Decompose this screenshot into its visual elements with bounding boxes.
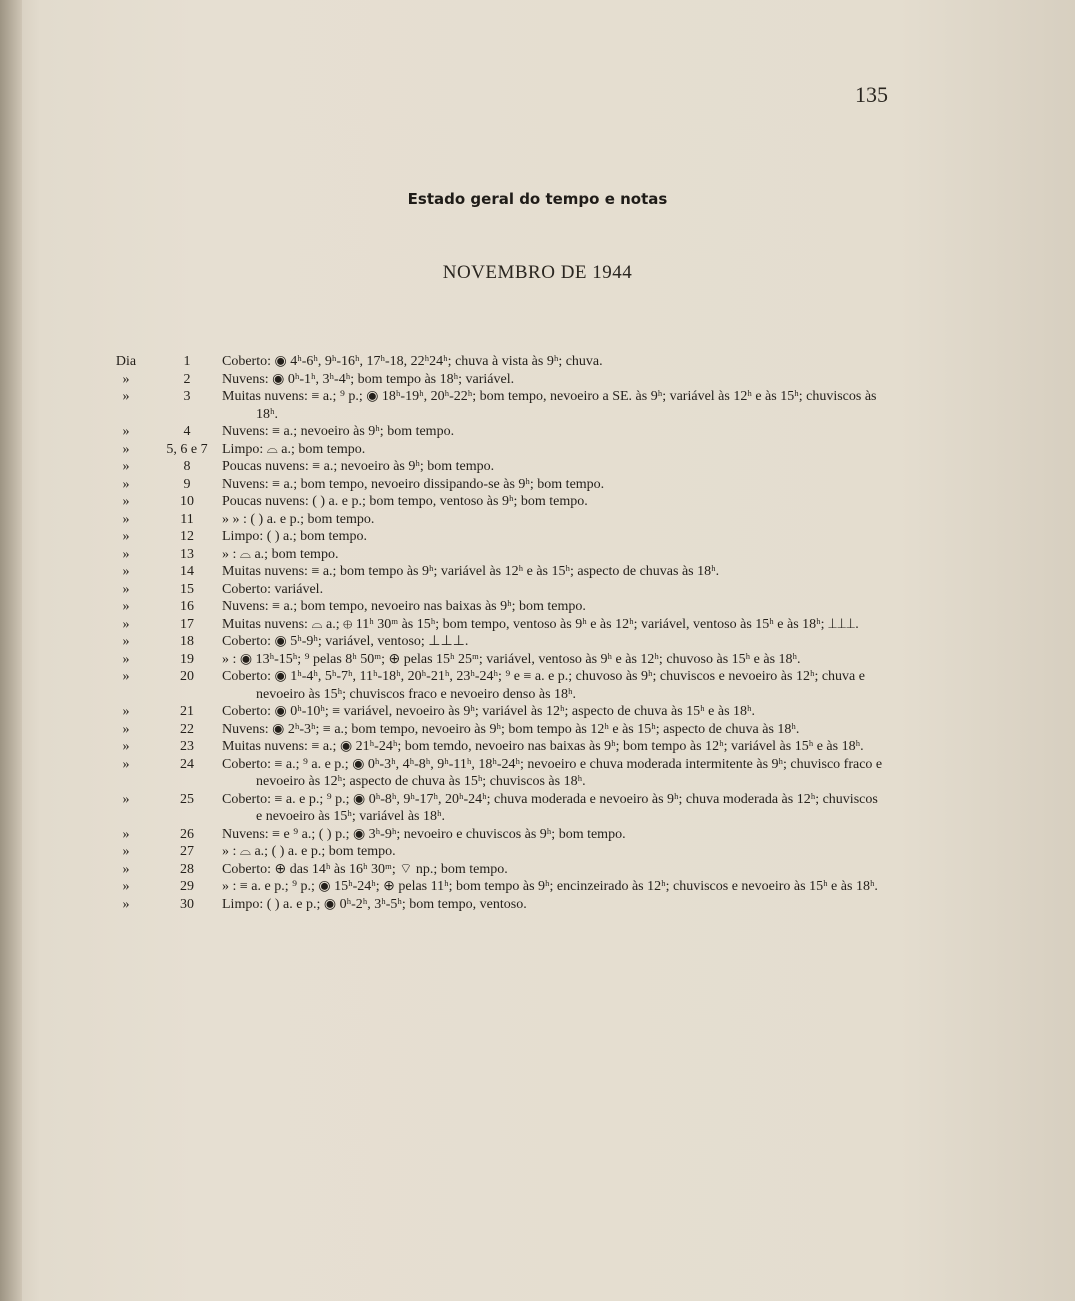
entry-row: [100, 423, 890, 441]
entry-text: Poucas nuvens: ( ) a. e p.; bom tempo, ventoso às 9ʰ; bom tempo.: [222, 494, 588, 509]
entry-text: Poucas nuvens: ≡ a.; nevoeiro às 9ʰ; bom tempo.: [222, 459, 495, 474]
day-label: »: [122, 704, 130, 719]
entry-row: [100, 581, 890, 599]
entry-row: [100, 511, 890, 529]
entry-text: Coberto: ◉ 5ʰ-9ʰ; variável, ventoso; ⊥⊥⊥.: [222, 634, 469, 649]
entry-text: » : ≡ a. e p.; ⁹ p.; ◉ 15ʰ-24ʰ; ⊕ pelas 11ʰ; bom tempo às 9ʰ; encinzeirado às 12ʰ; chuviscos e nevoeiro às 15ʰ e às 18ʰ.: [222, 879, 878, 894]
day-label: »: [122, 669, 130, 684]
day-number: 4: [183, 424, 191, 439]
entry-text: Nuvens: ≡ a.; bom tempo, nevoeiro dissipando-se às 9ʰ; bom tempo.: [222, 476, 605, 492]
day-number: 10: [180, 494, 194, 509]
day-number: 27: [180, 844, 194, 859]
entry-text: Coberto: ≡ a.; ⁹ a. e p.; ◉ 0ʰ-3ʰ, 4ʰ-8ʰ, 9ʰ-11ʰ, 18ʰ-24ʰ; nevoeiro e chuva moderada intermitente às 9ʰ; chuvisco fraco e nevoeiro às 12ʰ; aspecto de chuva às 15ʰ; chuviscos às 18ʰ.: [222, 756, 883, 789]
entry-text: Coberto: ◉ 1ʰ-4ʰ, 5ʰ-7ʰ, 11ʰ-18ʰ, 20ʰ-21ʰ, 23ʰ-24ʰ; ⁹ e ≡ a. e p.; chuvoso às 9ʰ; chuviscos e nevoeiro às 12ʰ; chuva e nevoeiro às 15ʰ; chuviscos fraco e nevoeiro denso às 18ʰ.: [222, 669, 865, 702]
day-number: 13: [180, 546, 194, 562]
entry-row: [100, 371, 890, 389]
day-label: »: [122, 389, 130, 404]
entry-row: [100, 668, 890, 703]
day-label: »: [122, 599, 130, 614]
entry-text: Muitas nuvens: ≡ a.; ◉ 21ʰ-24ʰ; bom temdo, nevoeiro nas baixas às 9ʰ; bom tempo às 12ʰ; variável às 15ʰ e às 18ʰ.: [222, 739, 864, 754]
entry-row: [100, 546, 890, 564]
entry-text: Limpo: ( ) a. e p.; ◉ 0ʰ-2ʰ, 3ʰ-5ʰ; bom tempo, ventoso.: [222, 896, 527, 912]
day-label: »: [122, 546, 130, 562]
entry-row: [100, 388, 890, 423]
entry-text: Muitas nuvens: ⌓ a.; ⊕ 11ʰ 30ᵐ às 15ʰ; bom tempo, ventoso às 9ʰ e às 12ʰ; variável, ventoso às 15ʰ e às 18ʰ; ⊥⊥⊥.: [222, 616, 859, 632]
day-label: »: [122, 511, 130, 527]
day-label: »: [122, 424, 130, 439]
day-number: 16: [180, 599, 194, 614]
entry-text: » » : ( ) a. e p.; bom tempo.: [222, 511, 375, 527]
day-label: »: [122, 896, 130, 912]
entry-text: Nuvens: ◉ 2ʰ-3ʰ; ≡ a.; bom tempo, nevoeiro às 9ʰ; bom tempo às 12ʰ e às 15ʰ; aspecto de chuva às 18ʰ.: [222, 721, 800, 737]
day-number: 2: [183, 371, 191, 387]
day-number: 15: [180, 581, 194, 597]
entry-text: Nuvens: ◉ 0ʰ-1ʰ, 3ʰ-4ʰ; bom tempo às 18ʰ; variável.: [222, 371, 515, 387]
entry-row: [100, 353, 890, 371]
day-label: »: [122, 616, 130, 632]
day-label: »: [122, 756, 130, 772]
entry-row: [100, 476, 890, 494]
day-number: 9: [183, 476, 191, 492]
day-label: »: [122, 826, 130, 842]
day-label: »: [122, 529, 130, 544]
entry-text: Coberto: ⊕ das 14ʰ às 16ʰ 30ᵐ; ⌔ np.; bom tempo.: [222, 861, 508, 877]
entry-row: [100, 826, 890, 844]
entry-text: » : ⌓ a.; bom tempo.: [222, 546, 339, 562]
day-label: »: [122, 634, 130, 649]
entry-row: [100, 878, 890, 896]
day-label: »: [122, 459, 130, 474]
entry-row: [100, 721, 890, 739]
entry-text: Muitas nuvens: ≡ a.; bom tempo às 9ʰ; variável às 12ʰ e às 15ʰ; aspecto de chuvas às 18ʰ.: [222, 564, 720, 579]
day-number: 8: [183, 459, 191, 474]
entry-row: [100, 458, 890, 476]
entry-row: [100, 843, 890, 861]
day-label: Dia: [115, 354, 137, 369]
section-title: Estado geral do tempo e notas: [407, 190, 668, 208]
day-label: »: [122, 844, 130, 859]
entry-text: Nuvens: ≡ e ⁹ a.; ( ) p.; ◉ 3ʰ-9ʰ; nevoeiro e chuviscos às 9ʰ; bom tempo.: [222, 826, 626, 842]
entry-text: Coberto: variável.: [222, 581, 324, 597]
day-label: »: [122, 371, 130, 387]
day-number: 20: [180, 669, 194, 684]
day-number: 1: [183, 354, 191, 369]
day-label: »: [122, 739, 130, 754]
day-number: 12: [180, 529, 194, 544]
entry-text: Limpo: ( ) a.; bom tempo.: [222, 529, 368, 544]
day-label: »: [122, 651, 130, 667]
day-number: 22: [180, 721, 194, 737]
entry-row: [100, 633, 890, 651]
day-number: 5, 6 e 7: [166, 441, 208, 457]
month-heading: NOVEMBRO DE 1944: [442, 262, 633, 283]
day-number: 19: [180, 651, 194, 667]
entry-row: [100, 791, 890, 826]
day-number: 21: [180, 704, 194, 719]
day-number: 18: [180, 634, 194, 649]
day-label: »: [122, 581, 130, 597]
entry-row: [100, 616, 890, 634]
entry-text: Nuvens: ≡ a.; bom tempo, nevoeiro nas baixas às 9ʰ; bom tempo.: [222, 599, 586, 614]
day-number: 28: [180, 861, 194, 877]
entry-row: [100, 563, 890, 581]
day-number: 17: [180, 616, 194, 632]
day-label: »: [122, 494, 130, 509]
day-number: 25: [180, 791, 194, 807]
day-label: »: [122, 441, 130, 457]
day-number: 3: [183, 389, 191, 404]
day-label: »: [122, 791, 130, 807]
entry-row: [100, 703, 890, 721]
entry-row: [100, 493, 890, 511]
entry-row: [100, 756, 890, 791]
entry-row: [100, 441, 890, 459]
day-number: 26: [180, 826, 194, 842]
page-number: 135: [855, 82, 888, 107]
entry-text: Coberto: ≡ a. e p.; ⁹ p.; ◉ 0ʰ-8ʰ, 9ʰ-17ʰ, 20ʰ-24ʰ; chuva moderada e nevoeiro às 9ʰ; chuva moderada às 12ʰ; chuviscos e nevoeiro às 15ʰ; variável às 18ʰ.: [222, 791, 878, 824]
entry-text: Coberto: ◉ 4ʰ-6ʰ, 9ʰ-16ʰ, 17ʰ-18, 22ʰ24ʰ; chuva à vista às 9ʰ; chuva.: [222, 354, 603, 369]
day-label: »: [122, 476, 130, 492]
day-label: »: [122, 564, 130, 579]
day-number: 30: [180, 896, 194, 912]
weather-entries: [100, 353, 890, 913]
day-label: »: [122, 861, 130, 877]
entry-row: [100, 598, 890, 616]
entry-text: » : ◉ 13ʰ-15ʰ; ⁹ pelas 8ʰ 50ᵐ; ⊕ pelas 15ʰ 25ᵐ; variável, ventoso às 9ʰ e às 12ʰ; chuvoso às 15ʰ e às 18ʰ.: [222, 651, 801, 667]
entry-row: [100, 528, 890, 546]
entry-row: [100, 738, 890, 756]
day-number: 11: [180, 511, 194, 527]
entry-text: Muitas nuvens: ≡ a.; ⁹ p.; ◉ 18ʰ-19ʰ, 20ʰ-22ʰ; bom tempo, nevoeiro a SE. às 9ʰ; variável às 12ʰ e às 15ʰ; chuviscos às 18ʰ.: [222, 389, 877, 422]
entry-row: [100, 651, 890, 669]
entry-text: » : ⌓ a.; ( ) a. e p.; bom tempo.: [222, 844, 396, 859]
day-label: »: [122, 879, 130, 894]
day-number: 24: [180, 756, 194, 772]
entry-text: Nuvens: ≡ a.; nevoeiro às 9ʰ; bom tempo.: [222, 424, 455, 439]
day-label: »: [122, 721, 130, 737]
entry-text: Limpo: ⌓ a.; bom tempo.: [222, 441, 366, 457]
day-number: 23: [180, 739, 194, 754]
entry-text: Coberto: ◉ 0ʰ-10ʰ; ≡ variável, nevoeiro às 9ʰ; variável às 12ʰ; aspecto de chuva às 15ʰ e às 18ʰ.: [222, 704, 756, 719]
entry-row: [100, 896, 890, 914]
day-number: 14: [180, 564, 194, 579]
day-number: 29: [180, 879, 194, 894]
entry-row: [100, 861, 890, 879]
